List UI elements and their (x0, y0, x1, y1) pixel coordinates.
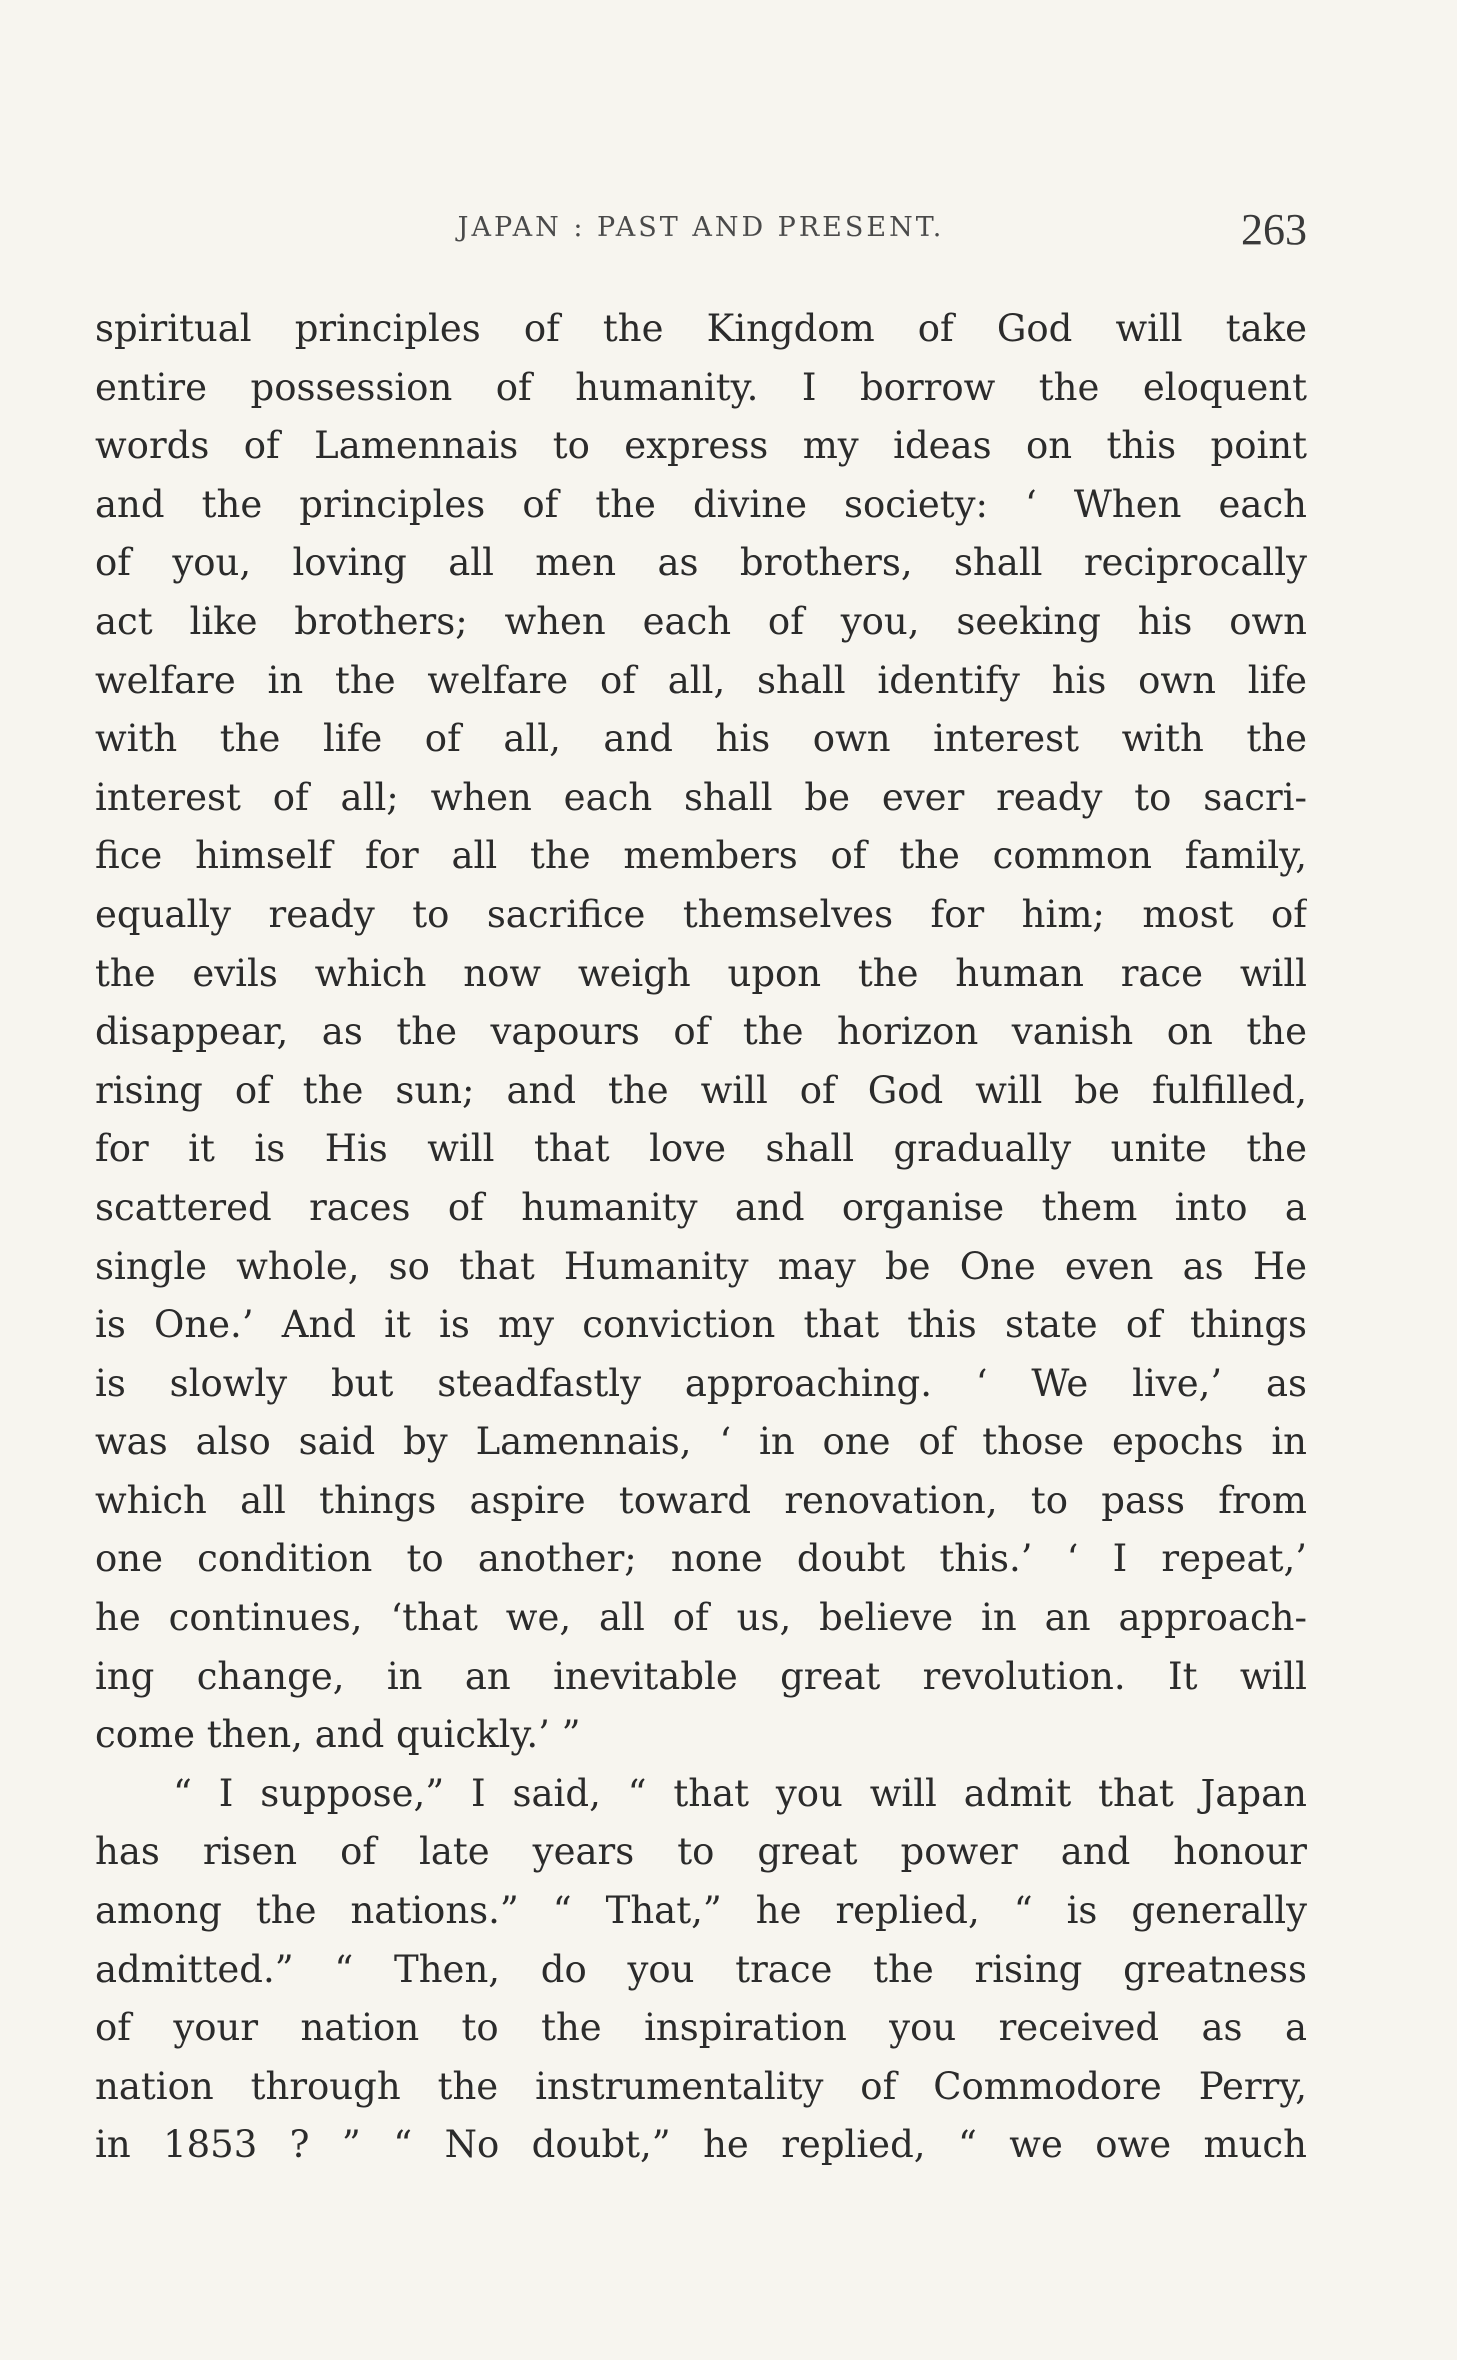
body-text (95, 300, 1307, 2175)
text-line: ing change, in an inevitable great revolution. It will (95, 1654, 1307, 1698)
text-line: admitted.” “ Then, do you trace the rising greatness (95, 1947, 1307, 1991)
text-line: the evils which now weigh upon the human race will (95, 951, 1307, 995)
text-line: scattered races of humanity and organise them into a (95, 1185, 1307, 1229)
text-line: of your nation to the inspiration you received as a (95, 2006, 1307, 2050)
text-line: he continues, ‘that we, all of us, believe in an approach- (95, 1596, 1307, 1640)
text-line: nation through the instrumentality of Commodore Perry, (95, 2064, 1307, 2108)
text-line: has risen of late years to great power and honour (95, 1830, 1307, 1874)
running-head (95, 205, 1307, 254)
text-line: act like brothers; when each of you, seeking his own (95, 599, 1307, 643)
text-line: which all things aspire toward renovation, to pass from (95, 1478, 1307, 1522)
text-line: disappear, as the vapours of the horizon vanish on the (95, 1010, 1307, 1054)
text-line: one condition to another; none doubt this.’ ‘ I repeat,’ (95, 1537, 1307, 1581)
text-line: with the life of all, and his own interest with the (95, 717, 1307, 761)
running-title: JAPAN : PAST AND PRESENT. (457, 212, 945, 243)
text-line: interest of all; when each shall be ever ready to sacri- (95, 775, 1307, 819)
text-line: welfare in the welfare of all, shall identify his own life (95, 658, 1307, 702)
text-line: and the principles of the divine society: ‘ When each (95, 482, 1307, 526)
text-line: spiritual principles of the Kingdom of God will take (95, 307, 1307, 350)
text-line: is One.’ And it is my conviction that this state of things (95, 1303, 1307, 1347)
text-line: single whole, so that Humanity may be One even as He (95, 1244, 1307, 1288)
text-line: equally ready to sacrifice themselves for him; most of (95, 892, 1307, 936)
text-line: in 1853 ? ” “ No doubt,” he replied, “ we owe much (95, 2123, 1307, 2167)
text-line: rising of the sun; and the will of God will be fulfilled, (95, 1068, 1307, 1112)
text-line: is slowly but steadfastly approaching. ‘ We live,’ as (95, 1361, 1307, 1405)
paragraph-end-line: come then, and quickly.’ ” (95, 1713, 581, 1757)
text-line: entire possession of humanity. I borrow the eloquent (95, 365, 1307, 409)
paragraph-start-line: “ I suppose,” I said, “ that you will admit that Japan (173, 1771, 1307, 1815)
text-line: was also said by Lamennais, ‘ in one of those epochs in (95, 1420, 1307, 1464)
text-line: fice himself for all the members of the common family, (95, 834, 1307, 878)
text-line: among the nations.” “ That,” he replied, “ is generally (95, 1889, 1307, 1933)
text-line: for it is His will that love shall gradually unite the (95, 1127, 1307, 1171)
text-line: of you, loving all men as brothers, shall reciprocally (95, 541, 1307, 585)
text-line: words of Lamennais to express my ideas on this point (95, 424, 1307, 468)
page-number: 263 (1241, 205, 1307, 254)
